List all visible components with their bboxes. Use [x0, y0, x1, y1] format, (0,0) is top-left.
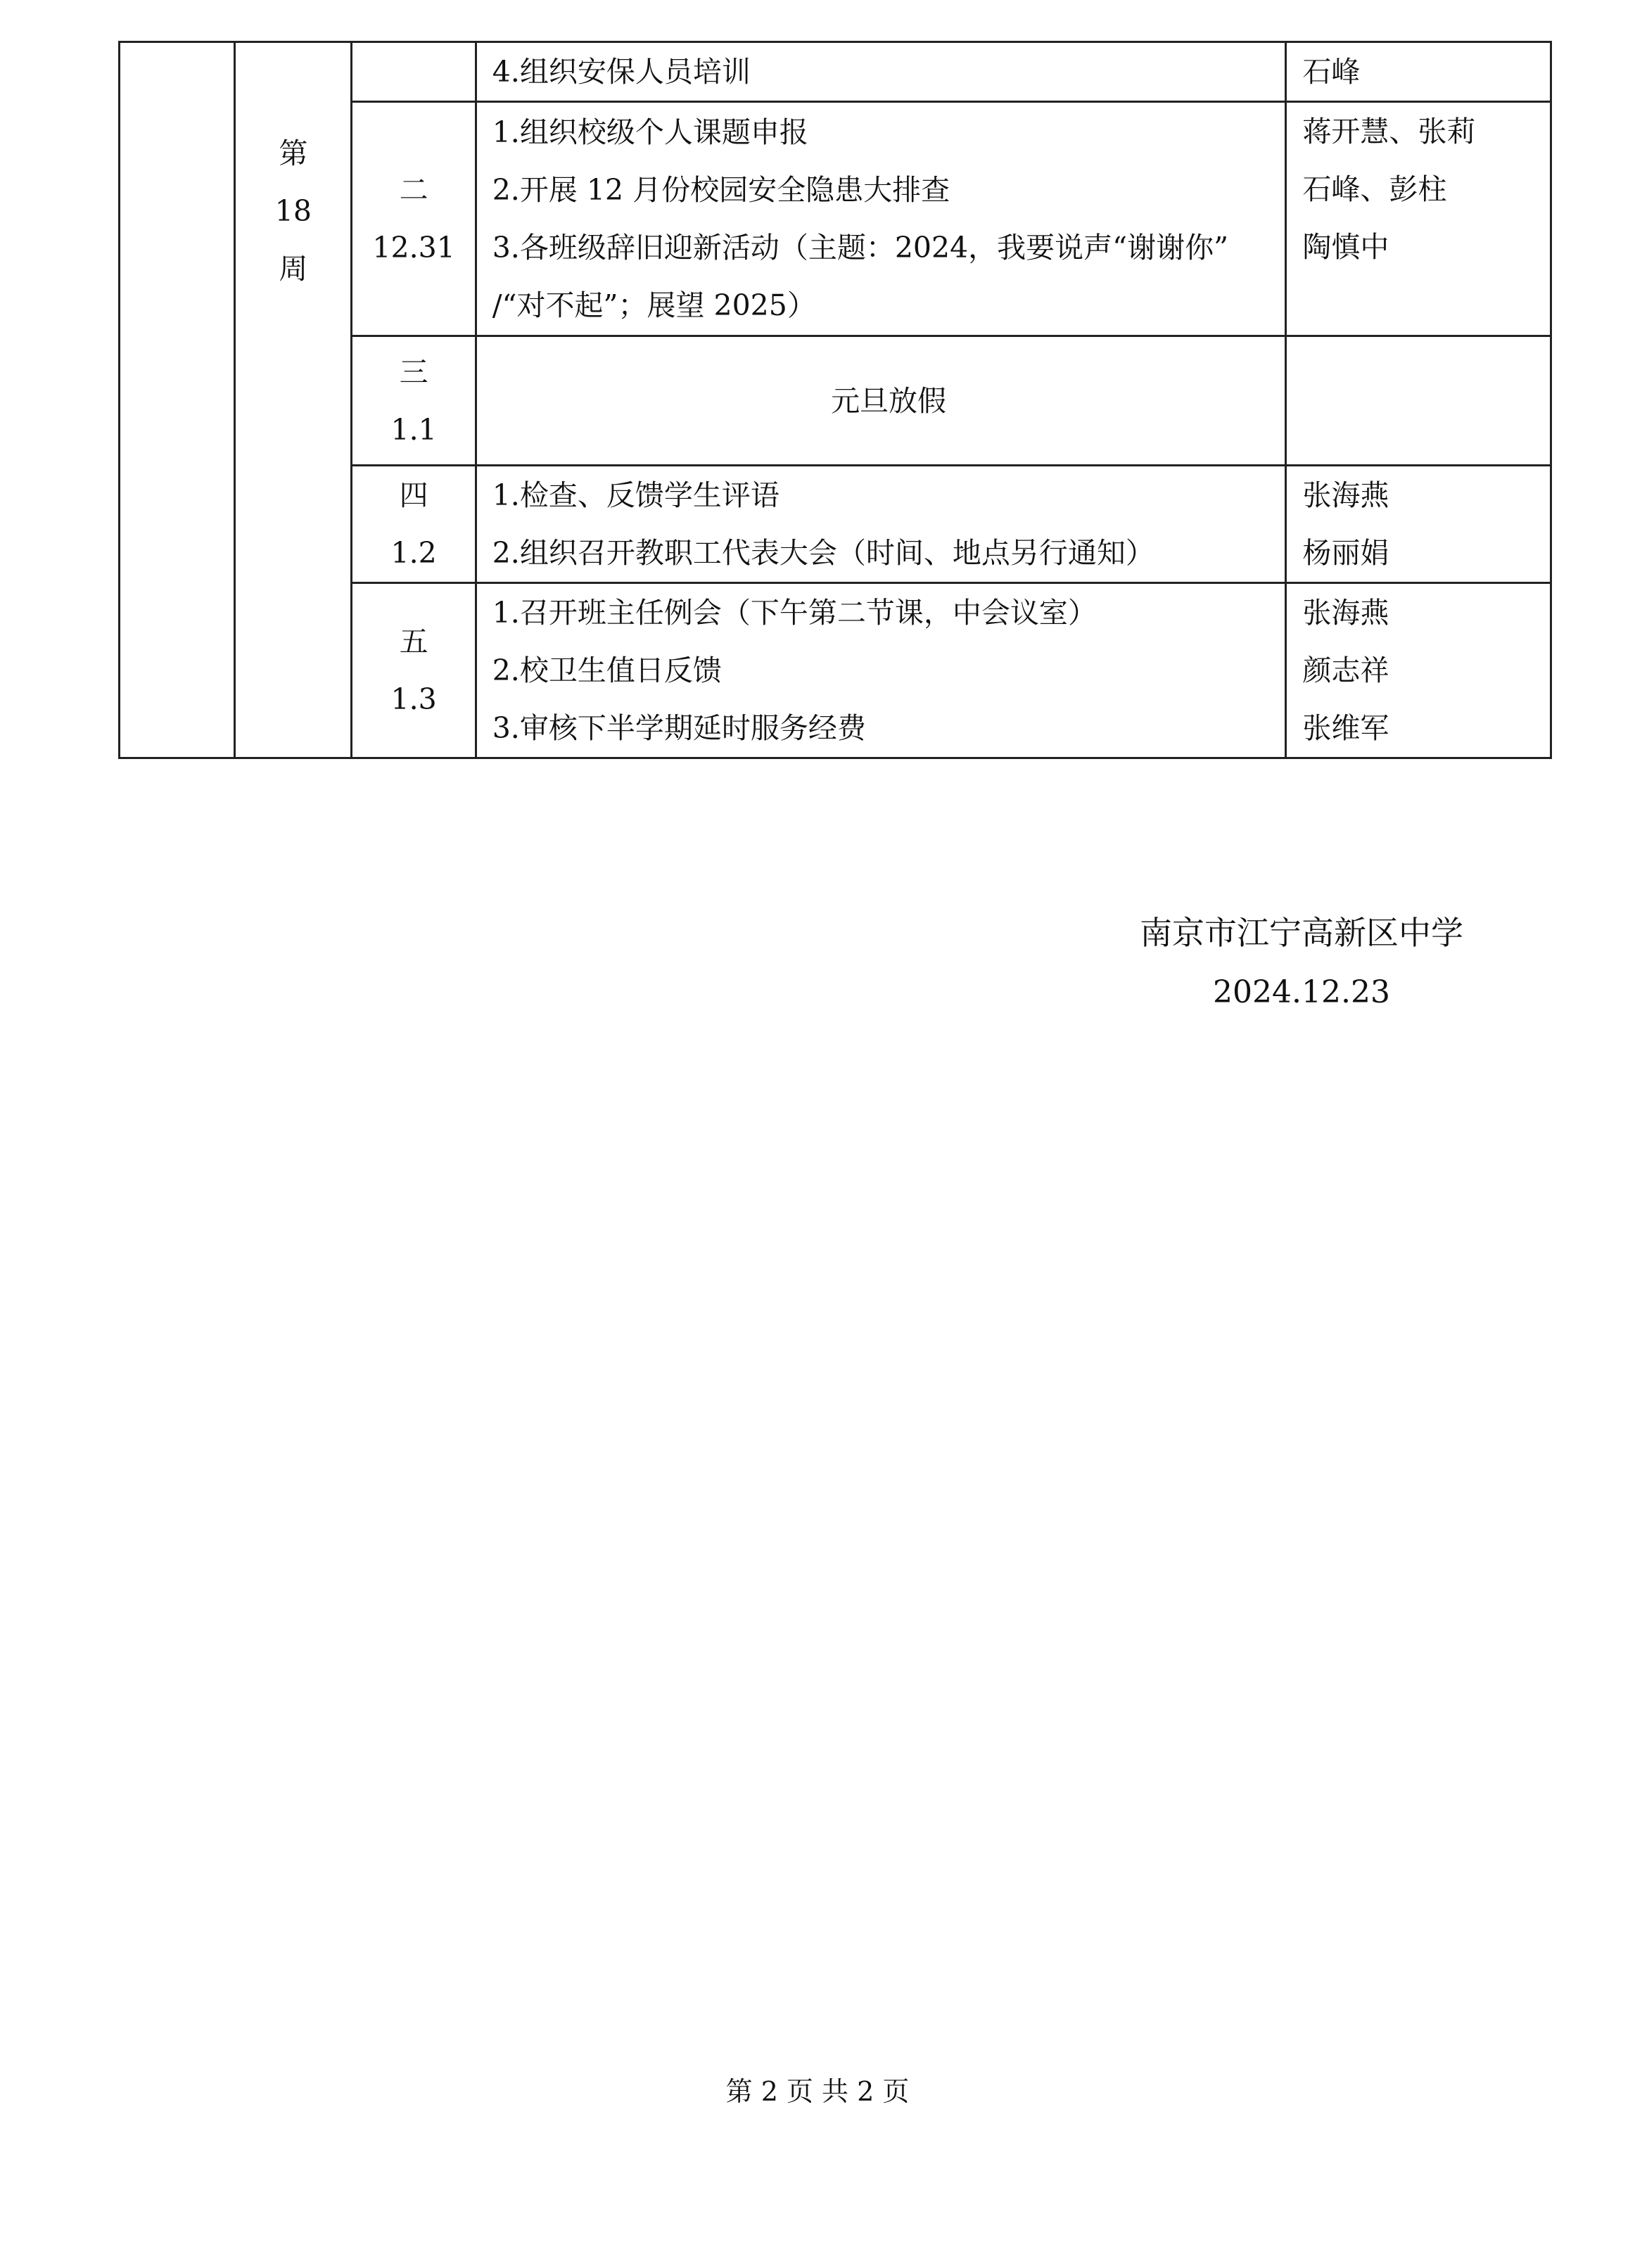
week-prefix: 第: [279, 136, 308, 170]
schedule-table: [118, 41, 1552, 759]
holiday-text: 元旦放假: [831, 383, 947, 418]
list-item: 4.组织安保人员培训: [492, 55, 751, 89]
content-cell: [476, 42, 1286, 102]
signature-organization: 南京市江宁高新区中学: [1140, 914, 1463, 952]
content-cell: [476, 466, 1286, 583]
person-cell: [1286, 583, 1551, 758]
list-item: 2.组织召开教职工代表大会（时间、地点另行通知）: [492, 536, 1154, 570]
day-name: 二: [399, 173, 428, 207]
day-cell: [352, 336, 476, 466]
list-item: 1.召开班主任例会（下午第二节课，中会议室）: [492, 596, 1097, 630]
holiday-cell: [476, 336, 1286, 466]
person-name: 蒋开慧、张莉: [1302, 115, 1476, 148]
week-cell: [235, 42, 352, 758]
list-item: 3.审核下半学期延时服务经费: [492, 711, 866, 745]
day-date: 1.1: [390, 412, 437, 447]
list-item-continuation: /“对不起”；展望 2025）: [492, 288, 816, 322]
person-cell: [1286, 42, 1551, 102]
person-name: 颜志祥: [1302, 654, 1389, 687]
day-cell: [352, 102, 476, 336]
content-cell: [476, 102, 1286, 336]
person-cell: [1286, 466, 1551, 583]
person-name: 石峰、彭柱: [1302, 172, 1447, 206]
day-date: 12.31: [372, 231, 455, 265]
table-row: [120, 42, 1551, 102]
list-item: 2.校卫生值日反馈: [492, 654, 722, 687]
signature-date: 2024.12.23: [1213, 974, 1390, 1010]
page-footer: 第 2 页 共 2 页: [725, 2076, 910, 2107]
week-suffix: 周: [279, 252, 308, 286]
person-name: 石峰: [1302, 55, 1361, 89]
person-name: 张海燕: [1302, 596, 1389, 630]
day-cell: [352, 466, 476, 583]
person-cell: [1286, 102, 1551, 336]
day-cell: [352, 583, 476, 758]
day-date: 1.2: [390, 536, 437, 570]
week-number: 18: [274, 194, 312, 228]
list-item: 1.检查、反馈学生评语: [492, 478, 780, 512]
day-name: 四: [399, 478, 428, 512]
person-cell: [1286, 336, 1551, 466]
list-item: 2.开展 12 月份校园安全隐患大排查: [492, 173, 950, 207]
person-name: 陶慎中: [1302, 230, 1389, 264]
day-name: 五: [399, 625, 428, 658]
day-date: 1.3: [390, 682, 437, 716]
day-cell: [352, 42, 476, 102]
content-cell: [476, 583, 1286, 758]
person-name: 张维军: [1302, 711, 1389, 745]
day-name: 三: [399, 355, 428, 389]
person-name: 杨丽娟: [1302, 536, 1389, 570]
blank-left-column: [120, 42, 235, 758]
list-item: 1.组织校级个人课题申报: [492, 115, 808, 149]
person-name: 张海燕: [1302, 478, 1389, 512]
list-item: 3.各班级辞旧迎新活动（主题：2024，我要说声“谢谢你”: [492, 231, 1229, 265]
